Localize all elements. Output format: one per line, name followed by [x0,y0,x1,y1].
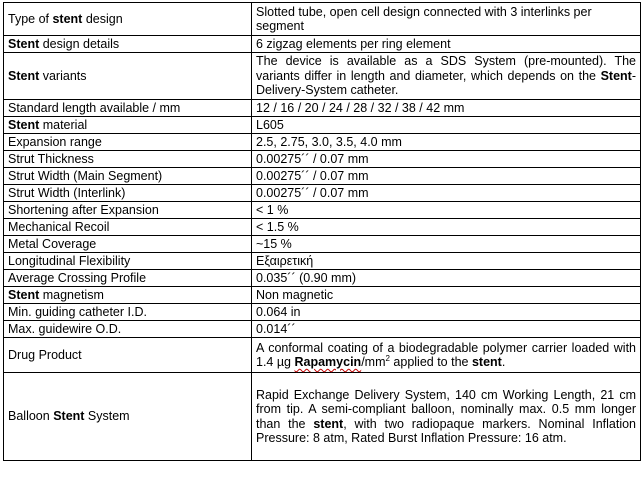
row-label: Balloon Stent System [4,373,252,461]
table-row [4,134,641,151]
table-row [4,287,641,304]
row-label: Strut Width (Interlink) [4,185,252,202]
table-row [4,253,641,270]
table-row [4,219,641,236]
table-row [4,236,641,253]
table-row [4,202,641,219]
row-value: Slotted tube, open cell design connected with 3 interlinks per segment [252,3,641,36]
row-value: 0.064 in [252,304,641,321]
row-label: Strut Thickness [4,151,252,168]
table-row [4,321,641,338]
table-row [4,270,641,287]
row-value: ~15 % [252,236,641,253]
row-label: Expansion range [4,134,252,151]
table-row [4,304,641,321]
table-row [4,117,641,134]
table-row [4,185,641,202]
row-value: Non magnetic [252,287,641,304]
table-row [4,100,641,117]
table-row [4,338,641,373]
table-row [4,373,641,461]
table-row [4,3,641,36]
row-label: Stent variants [4,53,252,100]
row-value: The device is available as a SDS System (pre-mounted). The variants differ in length and diameter, which depends on the Stent-Delivery-System catheter. [252,53,641,100]
row-label: Mechanical Recoil [4,219,252,236]
table-row [4,53,641,100]
row-value: 12 / 16 / 20 / 24 / 28 / 32 / 38 / 42 mm [252,100,641,117]
row-value: L605 [252,117,641,134]
row-label: Metal Coverage [4,236,252,253]
table-row [4,36,641,53]
row-label: Shortening after Expansion [4,202,252,219]
row-label: Stent material [4,117,252,134]
row-label: Type of stent design [4,3,252,36]
stent-specification-table [3,2,641,461]
row-value: 0.035´´ (0.90 mm) [252,270,641,287]
row-value: < 1 % [252,202,641,219]
row-value: < 1.5 % [252,219,641,236]
row-label: Stent magnetism [4,287,252,304]
row-label: Min. guiding catheter I.D. [4,304,252,321]
row-label: Longitudinal Flexibility [4,253,252,270]
table-row [4,168,641,185]
row-label: Strut Width (Main Segment) [4,168,252,185]
row-label: Stent design details [4,36,252,53]
row-value: A conformal coating of a biodegradable polymer carrier loaded with 1.4 µg Rapamycin/$mm^2$ applied to the stent. [252,338,641,373]
row-value: 2.5, 2.75, 3.0, 3.5, 4.0 mm [252,134,641,151]
row-value: 0.00275´´ / 0.07 mm [252,151,641,168]
row-label: Max. guidewire O.D. [4,321,252,338]
row-value: 6 zigzag elements per ring element [252,36,641,53]
row-value: 0.00275´´ / 0.07 mm [252,185,641,202]
table-row [4,151,641,168]
row-label: Standard length available / mm [4,100,252,117]
row-value: Εξαιρετική [252,253,641,270]
row-label: Drug Product [4,338,252,373]
row-value: 0.00275´´ / 0.07 mm [252,168,641,185]
row-label: Average Crossing Profile [4,270,252,287]
row-value: Rapid Exchange Delivery System, 140 cm Working Length, 21 cm from tip. A semi-compliant balloon, nominally max. 0.5 mm longer than the stent, with two radiopaque markers. Nominal Inflation Pressure: 8 atm, Rated Burst Inflation Pressure: 16 atm. [252,373,641,461]
row-value: 0.014´´ [252,321,641,338]
